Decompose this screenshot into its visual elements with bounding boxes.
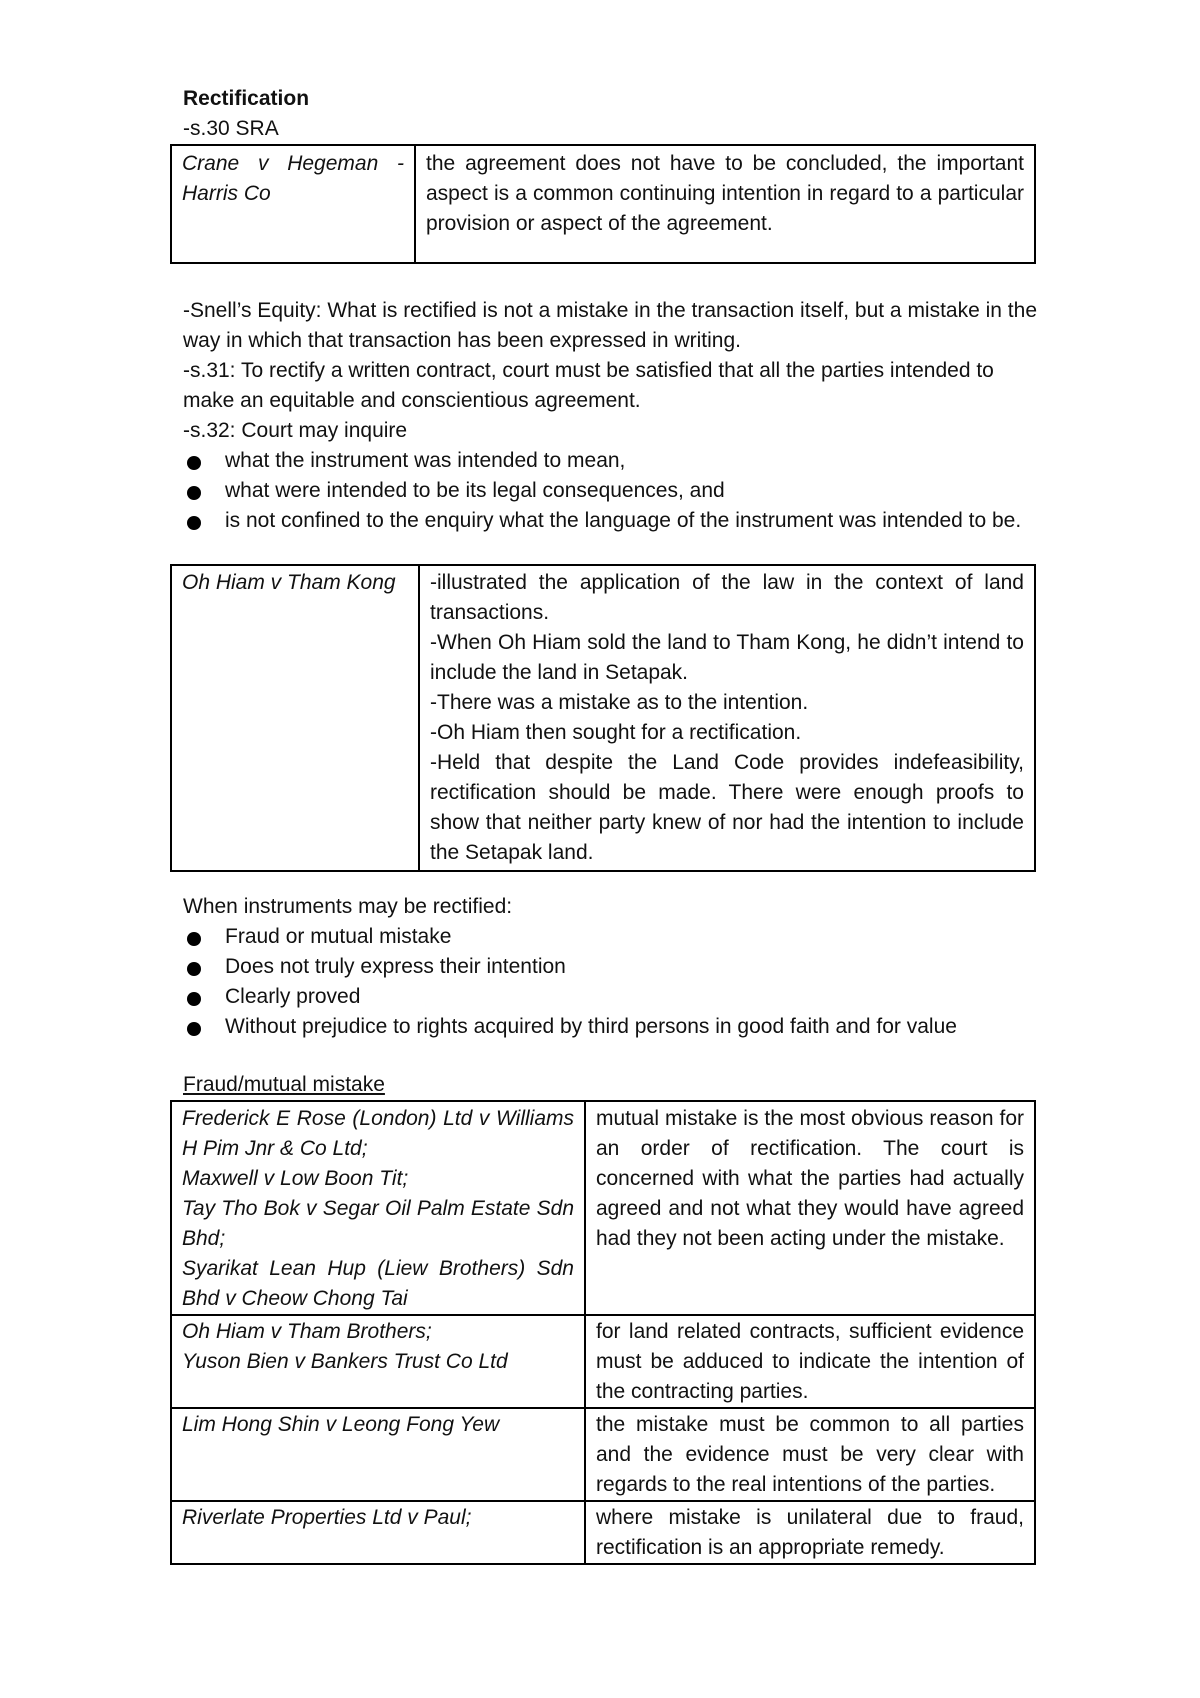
- oh-hiam-table: [170, 564, 1036, 872]
- case-name: Riverlate Properties Ltd v Paul;: [182, 1506, 472, 1529]
- table-row: [171, 1101, 1035, 1315]
- table-row: [171, 1501, 1035, 1564]
- case-name: Maxwell v Low Boon Tit;: [182, 1167, 409, 1190]
- bullet-icon: [187, 516, 201, 530]
- bullet-icon: [187, 932, 201, 946]
- case-cell: Oh Hiam v Tham Kong: [171, 565, 419, 871]
- when-bullet-list: [183, 922, 1043, 1042]
- s32-paragraph: -s.32: Court may inquire: [183, 419, 408, 442]
- list-item: what the instrument was intended to mean,: [183, 446, 1043, 476]
- case-note-line: -Held that despite the Land Code provides indefeasibility, rectification should be made. There were enough proofs to show that neither party knew of nor had the intention to include the Setapak land.: [430, 751, 1024, 864]
- s31-paragraph: -s.31: To rectify a written contract, court must be satisfied that all the parties intended to make an equitable and conscientious agreement.: [183, 359, 994, 412]
- case-name: Frederick E Rose (London) Ltd v Williams H Pim Jnr & Co Ltd;: [182, 1107, 574, 1160]
- principle-cell: the agreement does not have to be concluded, the important aspect is a common continuing intention in regard to a particular provision or aspect of the agreement.: [415, 145, 1035, 263]
- list-item: Clearly proved: [183, 982, 1043, 1012]
- principle-cell: mutual mistake is the most obvious reason for an order of rectification. The court is concerned with what the parties had actually agreed and not what they would have agreed had they not been acting under the mistake.: [585, 1101, 1035, 1315]
- case-cell: [171, 1408, 585, 1501]
- case-name: Tay Tho Bok v Segar Oil Palm Estate Sdn Bhd;: [182, 1197, 574, 1250]
- page-title: Rectification: [183, 87, 310, 110]
- principle-cell: for land related contracts, sufficient evidence must be adduced to indicate the intention of the contracting parties.: [585, 1315, 1035, 1408]
- case-cell: [171, 1101, 585, 1315]
- table-row: [171, 565, 1035, 871]
- fraud-heading: Fraud/mutual mistake: [183, 1073, 385, 1096]
- list-item: Fraud or mutual mistake: [183, 922, 1043, 952]
- bullet-icon: [187, 486, 201, 500]
- table-row: [171, 1315, 1035, 1408]
- table-row: [171, 1408, 1035, 1501]
- principle-cell: [419, 565, 1035, 871]
- bullet-icon: [187, 456, 201, 470]
- s32-bullet-list: [183, 446, 1043, 536]
- list-item: Does not truly express their intention: [183, 952, 1043, 982]
- principle-cell: the mistake must be common to all parties and the evidence must be very clear with regards to the real intentions of the parties.: [585, 1408, 1035, 1501]
- case-name: Oh Hiam v Tham Brothers;: [182, 1320, 432, 1343]
- case-note-line: -When Oh Hiam sold the land to Tham Kong, he didn’t intend to include the land in Setapak.: [430, 631, 1024, 684]
- snell-paragraph: -Snell’s Equity: What is rectified is not a mistake in the transaction itself, but a mistake in the way in which that transaction has been expressed in writing.: [183, 299, 1037, 352]
- case-note-line: -illustrated the application of the law in the context of land transactions.: [430, 571, 1024, 624]
- list-item: what were intended to be its legal consequences, and: [183, 476, 1043, 506]
- list-item: Without prejudice to rights acquired by third persons in good faith and for value: [183, 1012, 1043, 1042]
- bullet-icon: [187, 1022, 201, 1036]
- principle-cell: where mistake is unilateral due to fraud, rectification is an appropriate remedy.: [585, 1501, 1035, 1564]
- case-note-line: -There was a mistake as to the intention.: [430, 691, 809, 714]
- case-name: Lim Hong Shin v Leong Fong Yew: [182, 1413, 500, 1436]
- bullet-icon: [187, 962, 201, 976]
- case-cell: [171, 1315, 585, 1408]
- fraud-table: [170, 1100, 1036, 1565]
- case-note-line: -Oh Hiam then sought for a rectification.: [430, 721, 802, 744]
- crane-table: [170, 144, 1036, 264]
- list-item: is not confined to the enquiry what the language of the instrument was intended to be.: [183, 506, 1043, 536]
- case-name: Yuson Bien v Bankers Trust Co Ltd: [182, 1350, 508, 1373]
- case-cell: [171, 1501, 585, 1564]
- intro-reference: -s.30 SRA: [183, 117, 279, 140]
- case-cell: Crane v Hegeman - Harris Co: [171, 145, 415, 263]
- when-heading: When instruments may be rectified:: [183, 895, 513, 918]
- table-row: [171, 145, 1035, 263]
- bullet-icon: [187, 992, 201, 1006]
- case-name: Syarikat Lean Hup (Liew Brothers) Sdn Bhd v Cheow Chong Tai: [182, 1257, 574, 1310]
